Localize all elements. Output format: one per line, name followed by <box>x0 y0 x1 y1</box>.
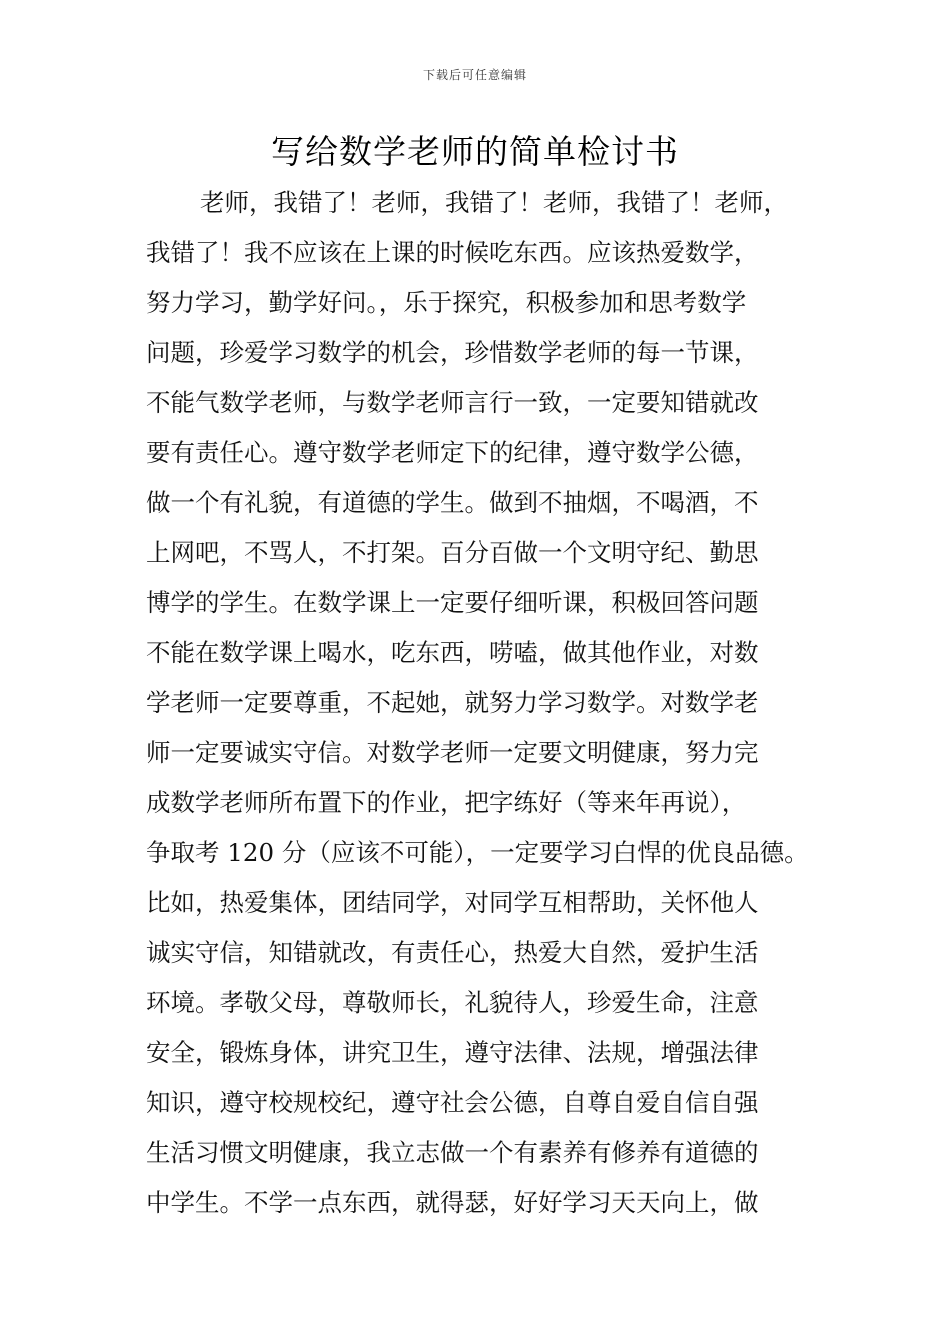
body-line: 努力学习，勤学好问。，乐于探究，积极参加和思考数学 <box>146 288 747 317</box>
body-line: 成数学老师所布置下的作业，把字练好（等来年再说）， <box>146 788 747 817</box>
body-line: 中学生。不学一点东西，就得瑟，好好学习天天向上，做 <box>146 1188 759 1217</box>
body-line: 比如，热爱集体，团结同学，对同学互相帮助，关怀他人 <box>146 888 759 917</box>
body-line: 学老师一定要尊重，不起她，就努力学习数学。对数学老 <box>146 688 759 717</box>
body-line: 不能气数学老师，与数学老师言行一致，一定要知错就改 <box>146 388 759 417</box>
body-line: 安全，锻炼身体，讲究卫生，遵守法律、法规，增强法律 <box>146 1038 759 1067</box>
body-line: 上网吧，不骂人，不打架。百分百做一个文明守纪、勤思 <box>146 538 759 567</box>
body-line: 生活习惯文明健康，我立志做一个有素养有修养有道德的 <box>146 1138 759 1167</box>
body-line: 环境。孝敬父母，尊敬师长，礼貌待人，珍爱生命，注意 <box>146 988 759 1017</box>
body-line: 争取考 120 分（应该不可能），一定要学习白悍的优良品德。 <box>146 838 809 867</box>
body-line: 老师，我错了！老师，我错了！老师，我错了！老师， <box>200 188 788 217</box>
body-line: 博学的学生。在数学课上一定要仔细听课，积极回答问题 <box>146 588 759 617</box>
header-note: 下载后可任意编辑 <box>422 68 527 82</box>
body-line: 问题，珍爱学习数学的机会，珍惜数学老师的每一节课， <box>146 338 759 367</box>
body-line: 不能在数学课上喝水，吃东西，唠嗑，做其他作业，对数 <box>146 638 759 667</box>
document-title: 写给数学老师的简单检讨书 <box>271 132 679 171</box>
body-line: 知识，遵守校规校纪，遵守社会公德，自尊自爱自信自强 <box>146 1088 759 1117</box>
body-line: 做一个有礼貌，有道德的学生。做到不抽烟，不喝酒，不 <box>146 488 759 517</box>
body-line: 我错了！我不应该在上课的时候吃东西。应该热爱数学， <box>146 238 759 267</box>
body-line: 师一定要诚实守信。对数学老师一定要文明健康，努力完 <box>146 738 759 767</box>
body-line: 要有责任心。遵守数学老师定下的纪律，遵守数学公德， <box>146 438 759 467</box>
document-body <box>146 178 846 1228</box>
body-line: 诚实守信，知错就改，有责任心，热爱大自然，爱护生活 <box>146 938 759 967</box>
